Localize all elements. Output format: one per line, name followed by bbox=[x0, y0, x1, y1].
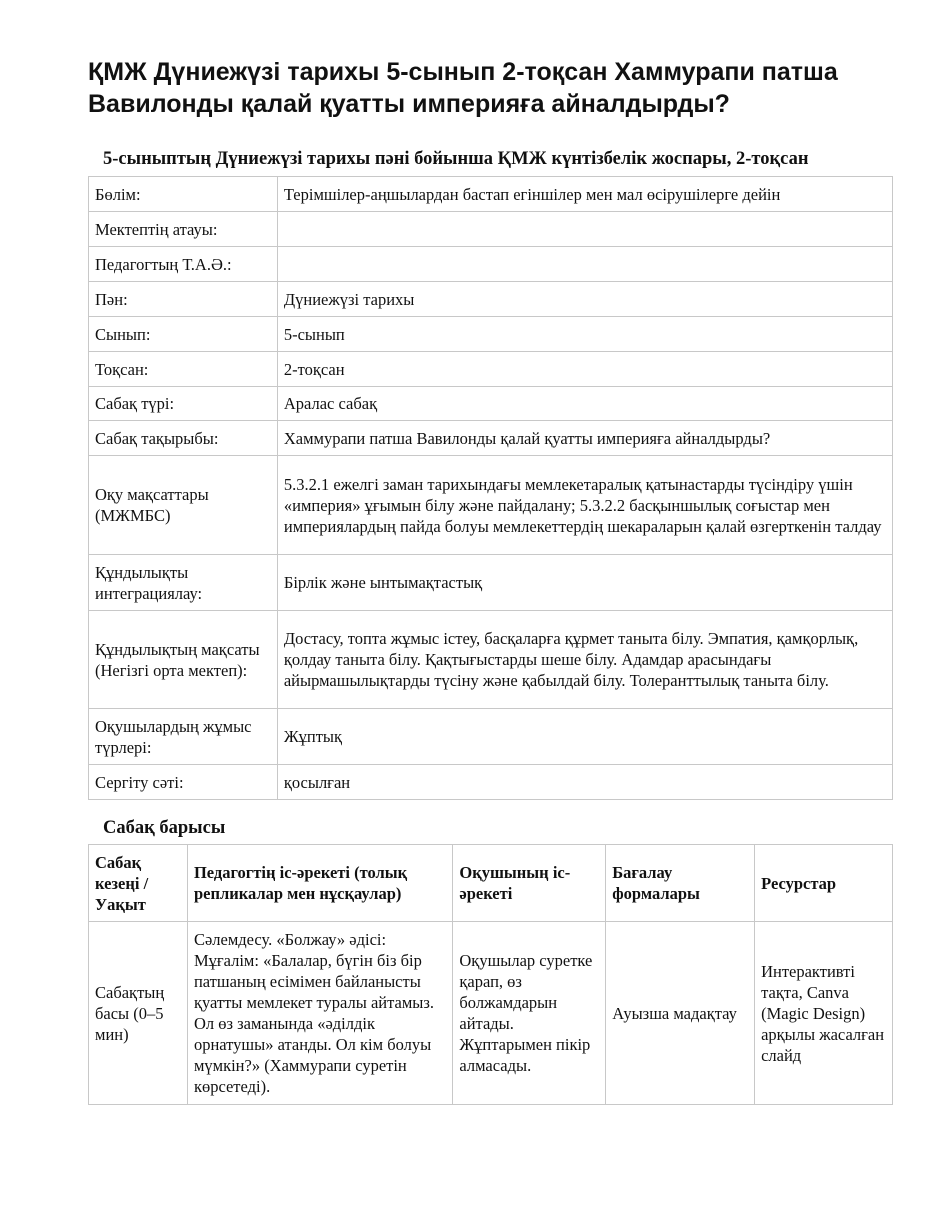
lesson-header-row bbox=[89, 845, 893, 922]
info-row bbox=[89, 247, 893, 282]
info-label: Сергіту сәті: bbox=[89, 765, 278, 800]
info-row bbox=[89, 212, 893, 247]
info-value: қосылған bbox=[277, 765, 892, 800]
lesson-header-cell: Ресурстар bbox=[755, 845, 893, 922]
info-value: Аралас сабақ bbox=[277, 387, 892, 421]
info-row bbox=[89, 709, 893, 765]
info-row bbox=[89, 282, 893, 317]
info-label: Бөлім: bbox=[89, 177, 278, 212]
info-label: Сабақ түрі: bbox=[89, 387, 278, 421]
lesson-cell: Сабақтың басы (0–5 мин) bbox=[89, 922, 188, 1105]
lesson-table bbox=[88, 844, 893, 1105]
info-label: Сабақ тақырыбы: bbox=[89, 421, 278, 456]
info-row bbox=[89, 177, 893, 212]
info-label: Құндылықтың мақсаты (Негізгі орта мектеп): bbox=[89, 611, 278, 709]
info-label: Пән: bbox=[89, 282, 278, 317]
document-page bbox=[88, 56, 893, 1105]
info-label: Оқушылардың жұмыс түрлері: bbox=[89, 709, 278, 765]
info-value: Хаммурапи патша Вавилонды қалай қуатты империяға айналдырды? bbox=[277, 421, 892, 456]
info-label: Мектептің атауы: bbox=[89, 212, 278, 247]
info-value bbox=[277, 247, 892, 282]
info-label: Тоқсан: bbox=[89, 352, 278, 387]
info-value: Достасу, топта жұмыс істеу, басқаларға құрмет таныта білу. Эмпатия, қамқорлық, қолдау таныта білу. Қақтығыстарды шеше білу. Адамдар арасындағы айырмашылықтарды түсіну және қабылдай білу. Толеранттылық таныта білу. bbox=[277, 611, 892, 709]
lesson-row bbox=[89, 922, 893, 1105]
lesson-header-cell: Бағалау формалары bbox=[606, 845, 755, 922]
info-value: Бірлік және ынтымақтастық bbox=[277, 555, 892, 611]
info-value: 5.3.2.1 ежелгі заман тарихындағы мемлекетаралық қатынастарды түсіндіру үшін «империя» ұғымын білу және пайдалану; 5.3.2.2 басқыншылық соғыстар мен империялардың пайда болуы мемлекеттердің шекараларын қалай өзгерткенін талдау bbox=[277, 456, 892, 555]
info-row bbox=[89, 611, 893, 709]
info-value: 2-тоқсан bbox=[277, 352, 892, 387]
lesson-cell: Сәлемдесу. «Болжау» әдісі: Мұғалім: «Балалар, бүгін біз бір патшаның есімімен байланысты қуатты мемлекет туралы айтамыз. Ол өз заманында «әділдік орнатушы» атанды. Ол кім болуы мүмкін?» (Хаммурапи суретін көрсетеді). bbox=[187, 922, 452, 1105]
info-table bbox=[88, 176, 893, 800]
info-label: Сынып: bbox=[89, 317, 278, 352]
lesson-cell: Оқушылар суретке қарап, өз болжамдарын айтады. Жұптарымен пікір алмасады. bbox=[453, 922, 606, 1105]
document-title: ҚМЖ Дүниежүзі тарихы 5-сынып 2-тоқсан Хаммурапи патша Вавилонды қалай қуатты империяға айналдырды? bbox=[88, 58, 838, 118]
info-value: Дүниежүзі тарихы bbox=[277, 282, 892, 317]
plan-subtitle: 5-сыныптың Дүниежүзі тарихы пәні бойынша ҚМЖ күнтізбелік жоспары, 2-тоқсан bbox=[103, 149, 809, 169]
info-row bbox=[89, 765, 893, 800]
info-row bbox=[89, 317, 893, 352]
lesson-header-cell: Сабақ кезеңі / Уақыт bbox=[89, 845, 188, 922]
lesson-header-cell: Оқушының іс-әрекеті bbox=[453, 845, 606, 922]
info-row bbox=[89, 421, 893, 456]
info-value bbox=[277, 212, 892, 247]
info-label: Құндылықты интеграциялау: bbox=[89, 555, 278, 611]
info-value: Жұптық bbox=[277, 709, 892, 765]
lesson-heading: Сабақ барысы bbox=[103, 818, 226, 838]
info-row bbox=[89, 387, 893, 421]
info-label: Педагогтың Т.А.Ә.: bbox=[89, 247, 278, 282]
info-value: 5-сынып bbox=[277, 317, 892, 352]
lesson-cell: Ауызша мадақтау bbox=[606, 922, 755, 1105]
lesson-cell: Интерактивті тақта, Canva (Magic Design) арқылы жасалған слайд bbox=[755, 922, 893, 1105]
lesson-header-cell: Педагогтің іс-әрекеті (толық репликалар мен нұсқаулар) bbox=[187, 845, 452, 922]
info-value: Терімшілер-аңшылардан бастап егіншілер мен мал өсірушілерге дейін bbox=[277, 177, 892, 212]
info-row bbox=[89, 555, 893, 611]
info-label: Оқу мақсаттары (МЖМБС) bbox=[89, 456, 278, 555]
info-row bbox=[89, 352, 893, 387]
info-row bbox=[89, 456, 893, 555]
